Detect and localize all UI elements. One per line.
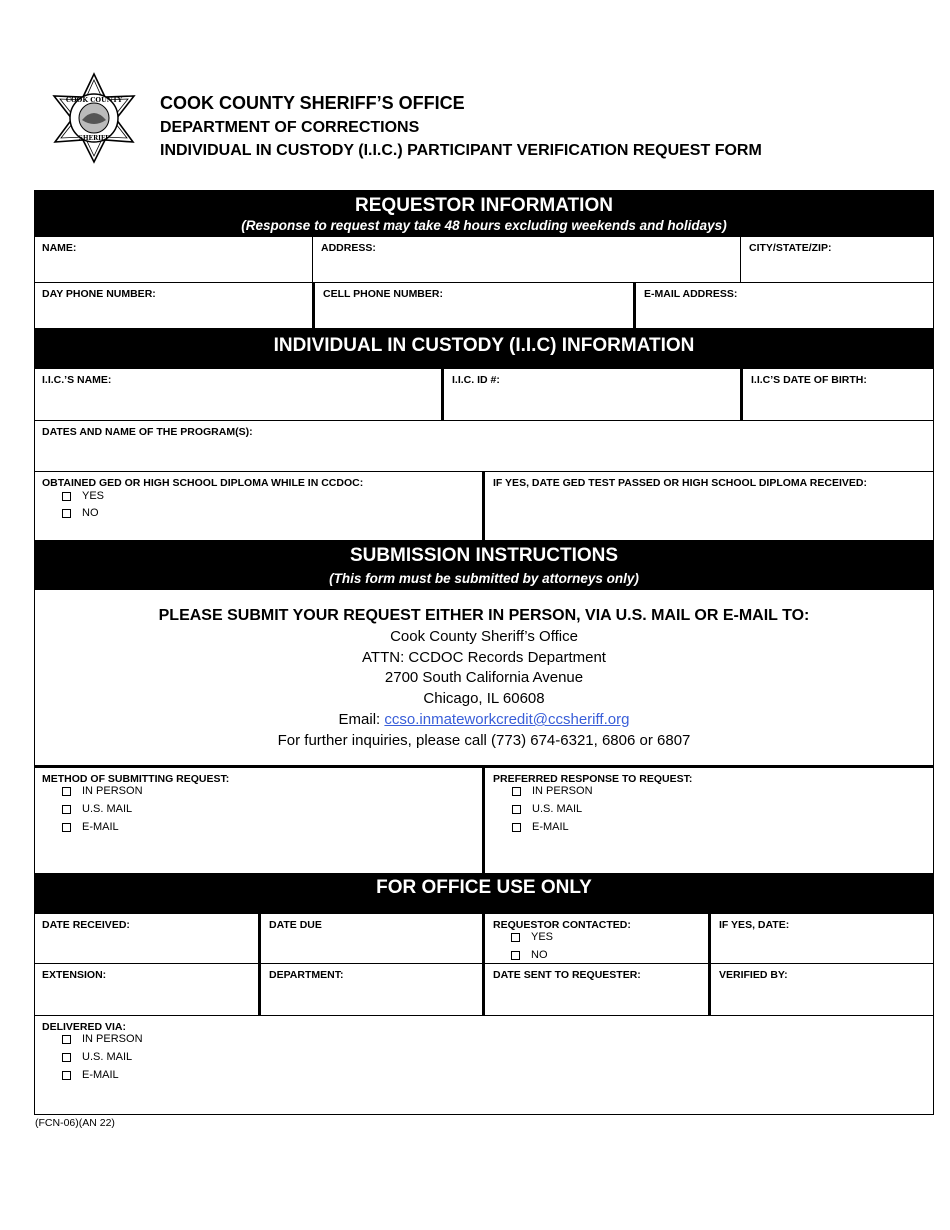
submission-heading: SUBMISSION INSTRUCTIONS bbox=[349, 545, 619, 566]
requestor-city-field[interactable] bbox=[741, 237, 934, 282]
contacted-no-checkbox[interactable]: NO bbox=[511, 949, 548, 961]
ged-date-label: IF YES, DATE GED TEST PASSED OR HIGH SCHOOL DIPLOMA RECEIVED: bbox=[493, 477, 867, 489]
delivered-via-label: DELIVERED VIA: bbox=[42, 1021, 127, 1033]
date-due-field[interactable] bbox=[261, 914, 482, 963]
programs-field[interactable] bbox=[34, 421, 934, 471]
programs-label: DATES AND NAME OF THE PROGRAM(S): bbox=[42, 426, 253, 438]
if-yes-date-field[interactable] bbox=[711, 914, 934, 963]
iic-id-field[interactable] bbox=[444, 369, 740, 420]
requestor-name-field[interactable] bbox=[34, 237, 312, 282]
verified-by-field[interactable] bbox=[711, 964, 934, 1015]
cell-phone-label: CELL PHONE NUMBER: bbox=[323, 288, 443, 300]
ged-date-field[interactable] bbox=[485, 472, 934, 540]
iic-heading: INDIVIDUAL IN CUSTODY (I.I.C) INFORMATION bbox=[273, 335, 695, 356]
extension-label: EXTENSION: bbox=[42, 969, 107, 981]
cell-phone-field[interactable] bbox=[315, 283, 633, 328]
response-in-person-checkbox[interactable]: IN PERSON bbox=[512, 785, 593, 797]
response-us-mail-checkbox[interactable]: U.S. MAIL bbox=[512, 803, 582, 815]
submission-line-3: 2700 South California Avenue bbox=[384, 669, 584, 687]
delivered-in-person-checkbox[interactable]: IN PERSON bbox=[62, 1033, 143, 1045]
iic-name-field[interactable] bbox=[34, 369, 441, 420]
method-in-person-checkbox[interactable]: IN PERSON bbox=[62, 785, 143, 797]
requestor-name-label: NAME: bbox=[42, 242, 77, 254]
submission-email-link[interactable]: ccso.inmateworkcredit@ccsheriff.org bbox=[384, 710, 630, 728]
email-address-label: E-MAIL ADDRESS: bbox=[644, 288, 738, 300]
submission-instruction: PLEASE SUBMIT YOUR REQUEST EITHER IN PERSON, VIA U.S. MAIL OR E-MAIL TO: bbox=[158, 607, 810, 624]
extension-field[interactable] bbox=[34, 964, 258, 1015]
iic-dob-field[interactable] bbox=[743, 369, 934, 420]
day-phone-label: DAY PHONE NUMBER: bbox=[42, 288, 156, 300]
seal-bottom-text: SHERIFF bbox=[78, 135, 110, 142]
ged-no-checkbox[interactable]: NO bbox=[62, 507, 99, 519]
seal-top-text: COOK COUNTY bbox=[65, 96, 123, 104]
office-heading: FOR OFFICE USE ONLY bbox=[376, 877, 592, 898]
department-field[interactable] bbox=[261, 964, 482, 1015]
method-us-mail-checkbox[interactable]: U.S. MAIL bbox=[62, 803, 132, 815]
email-address-field[interactable] bbox=[636, 283, 934, 328]
email-prefix: Email: bbox=[338, 710, 385, 728]
requestor-contacted-label: REQUESTOR CONTACTED: bbox=[493, 919, 631, 931]
preferred-response-label: PREFERRED RESPONSE TO REQUEST: bbox=[493, 773, 693, 785]
department-label: DEPARTMENT: bbox=[269, 969, 344, 981]
requestor-subheading: (Response to request may take 48 hours excluding weekends and holidays) bbox=[241, 218, 727, 233]
sheriff-star-seal-icon bbox=[48, 72, 140, 164]
ged-question bbox=[34, 472, 482, 540]
org-title: COOK COUNTY SHERIFF’S OFFICE bbox=[160, 93, 465, 113]
preferred-response-group bbox=[485, 768, 934, 873]
method-email-checkbox[interactable]: E-MAIL bbox=[62, 821, 119, 833]
date-received-label: DATE RECEIVED: bbox=[42, 919, 130, 931]
delivered-via-group bbox=[34, 1016, 934, 1115]
ged-yes-checkbox[interactable]: YES bbox=[62, 490, 104, 502]
date-sent-label: DATE SENT TO REQUESTER: bbox=[493, 969, 641, 981]
submission-section-header bbox=[34, 540, 934, 590]
requestor-heading: REQUESTOR INFORMATION bbox=[355, 195, 613, 216]
form-code: (FCN-06)(AN 22) bbox=[35, 1117, 115, 1129]
submit-method-label: METHOD OF SUBMITTING REQUEST: bbox=[42, 773, 230, 785]
form-title: INDIVIDUAL IN CUSTODY (I.I.C.) PARTICIPANT VERIFICATION REQUEST FORM bbox=[160, 142, 762, 159]
verified-by-label: VERIFIED BY: bbox=[719, 969, 788, 981]
submission-subheading: (This form must be submitted by attorneys only) bbox=[329, 571, 639, 586]
submission-address-block bbox=[34, 606, 934, 752]
office-section-header bbox=[34, 873, 934, 914]
requestor-contacted-group bbox=[485, 914, 708, 963]
submit-method-group bbox=[34, 768, 482, 873]
contacted-yes-checkbox[interactable]: YES bbox=[511, 931, 553, 943]
response-email-checkbox[interactable]: E-MAIL bbox=[512, 821, 569, 833]
day-phone-field[interactable] bbox=[34, 283, 312, 328]
iic-section-header bbox=[34, 328, 934, 369]
if-yes-date-label: IF YES, DATE: bbox=[719, 919, 790, 931]
submission-line-1: Cook County Sheriff’s Office bbox=[390, 627, 578, 645]
date-received-field[interactable] bbox=[34, 914, 258, 963]
delivered-email-checkbox[interactable]: E-MAIL bbox=[62, 1069, 119, 1081]
date-due-label: DATE DUE bbox=[269, 919, 322, 931]
ged-label: OBTAINED GED OR HIGH SCHOOL DIPLOMA WHILE IN CCDOC: bbox=[42, 477, 364, 489]
submission-line-4: Chicago, IL 60608 bbox=[423, 690, 545, 708]
submission-email-line bbox=[34, 710, 934, 731]
delivered-us-mail-checkbox[interactable]: U.S. MAIL bbox=[62, 1051, 132, 1063]
iic-id-label: I.I.C. ID #: bbox=[452, 374, 500, 386]
submission-inquiries: For further inquiries, please call (773) 674-6321, 6806 or 6807 bbox=[277, 731, 691, 749]
requestor-address-label: ADDRESS: bbox=[321, 242, 376, 254]
requestor-city-label: CITY/STATE/ZIP: bbox=[749, 242, 832, 254]
requestor-address-field[interactable] bbox=[313, 237, 740, 282]
iic-dob-label: I.I.C’S DATE OF BIRTH: bbox=[751, 374, 867, 386]
department-title: DEPARTMENT OF CORRECTIONS bbox=[160, 119, 420, 136]
requestor-section-header bbox=[34, 190, 934, 237]
submission-line-2: ATTN: CCDOC Records Department bbox=[362, 648, 606, 666]
date-sent-field[interactable] bbox=[485, 964, 708, 1015]
iic-name-label: I.I.C.’S NAME: bbox=[42, 374, 112, 386]
